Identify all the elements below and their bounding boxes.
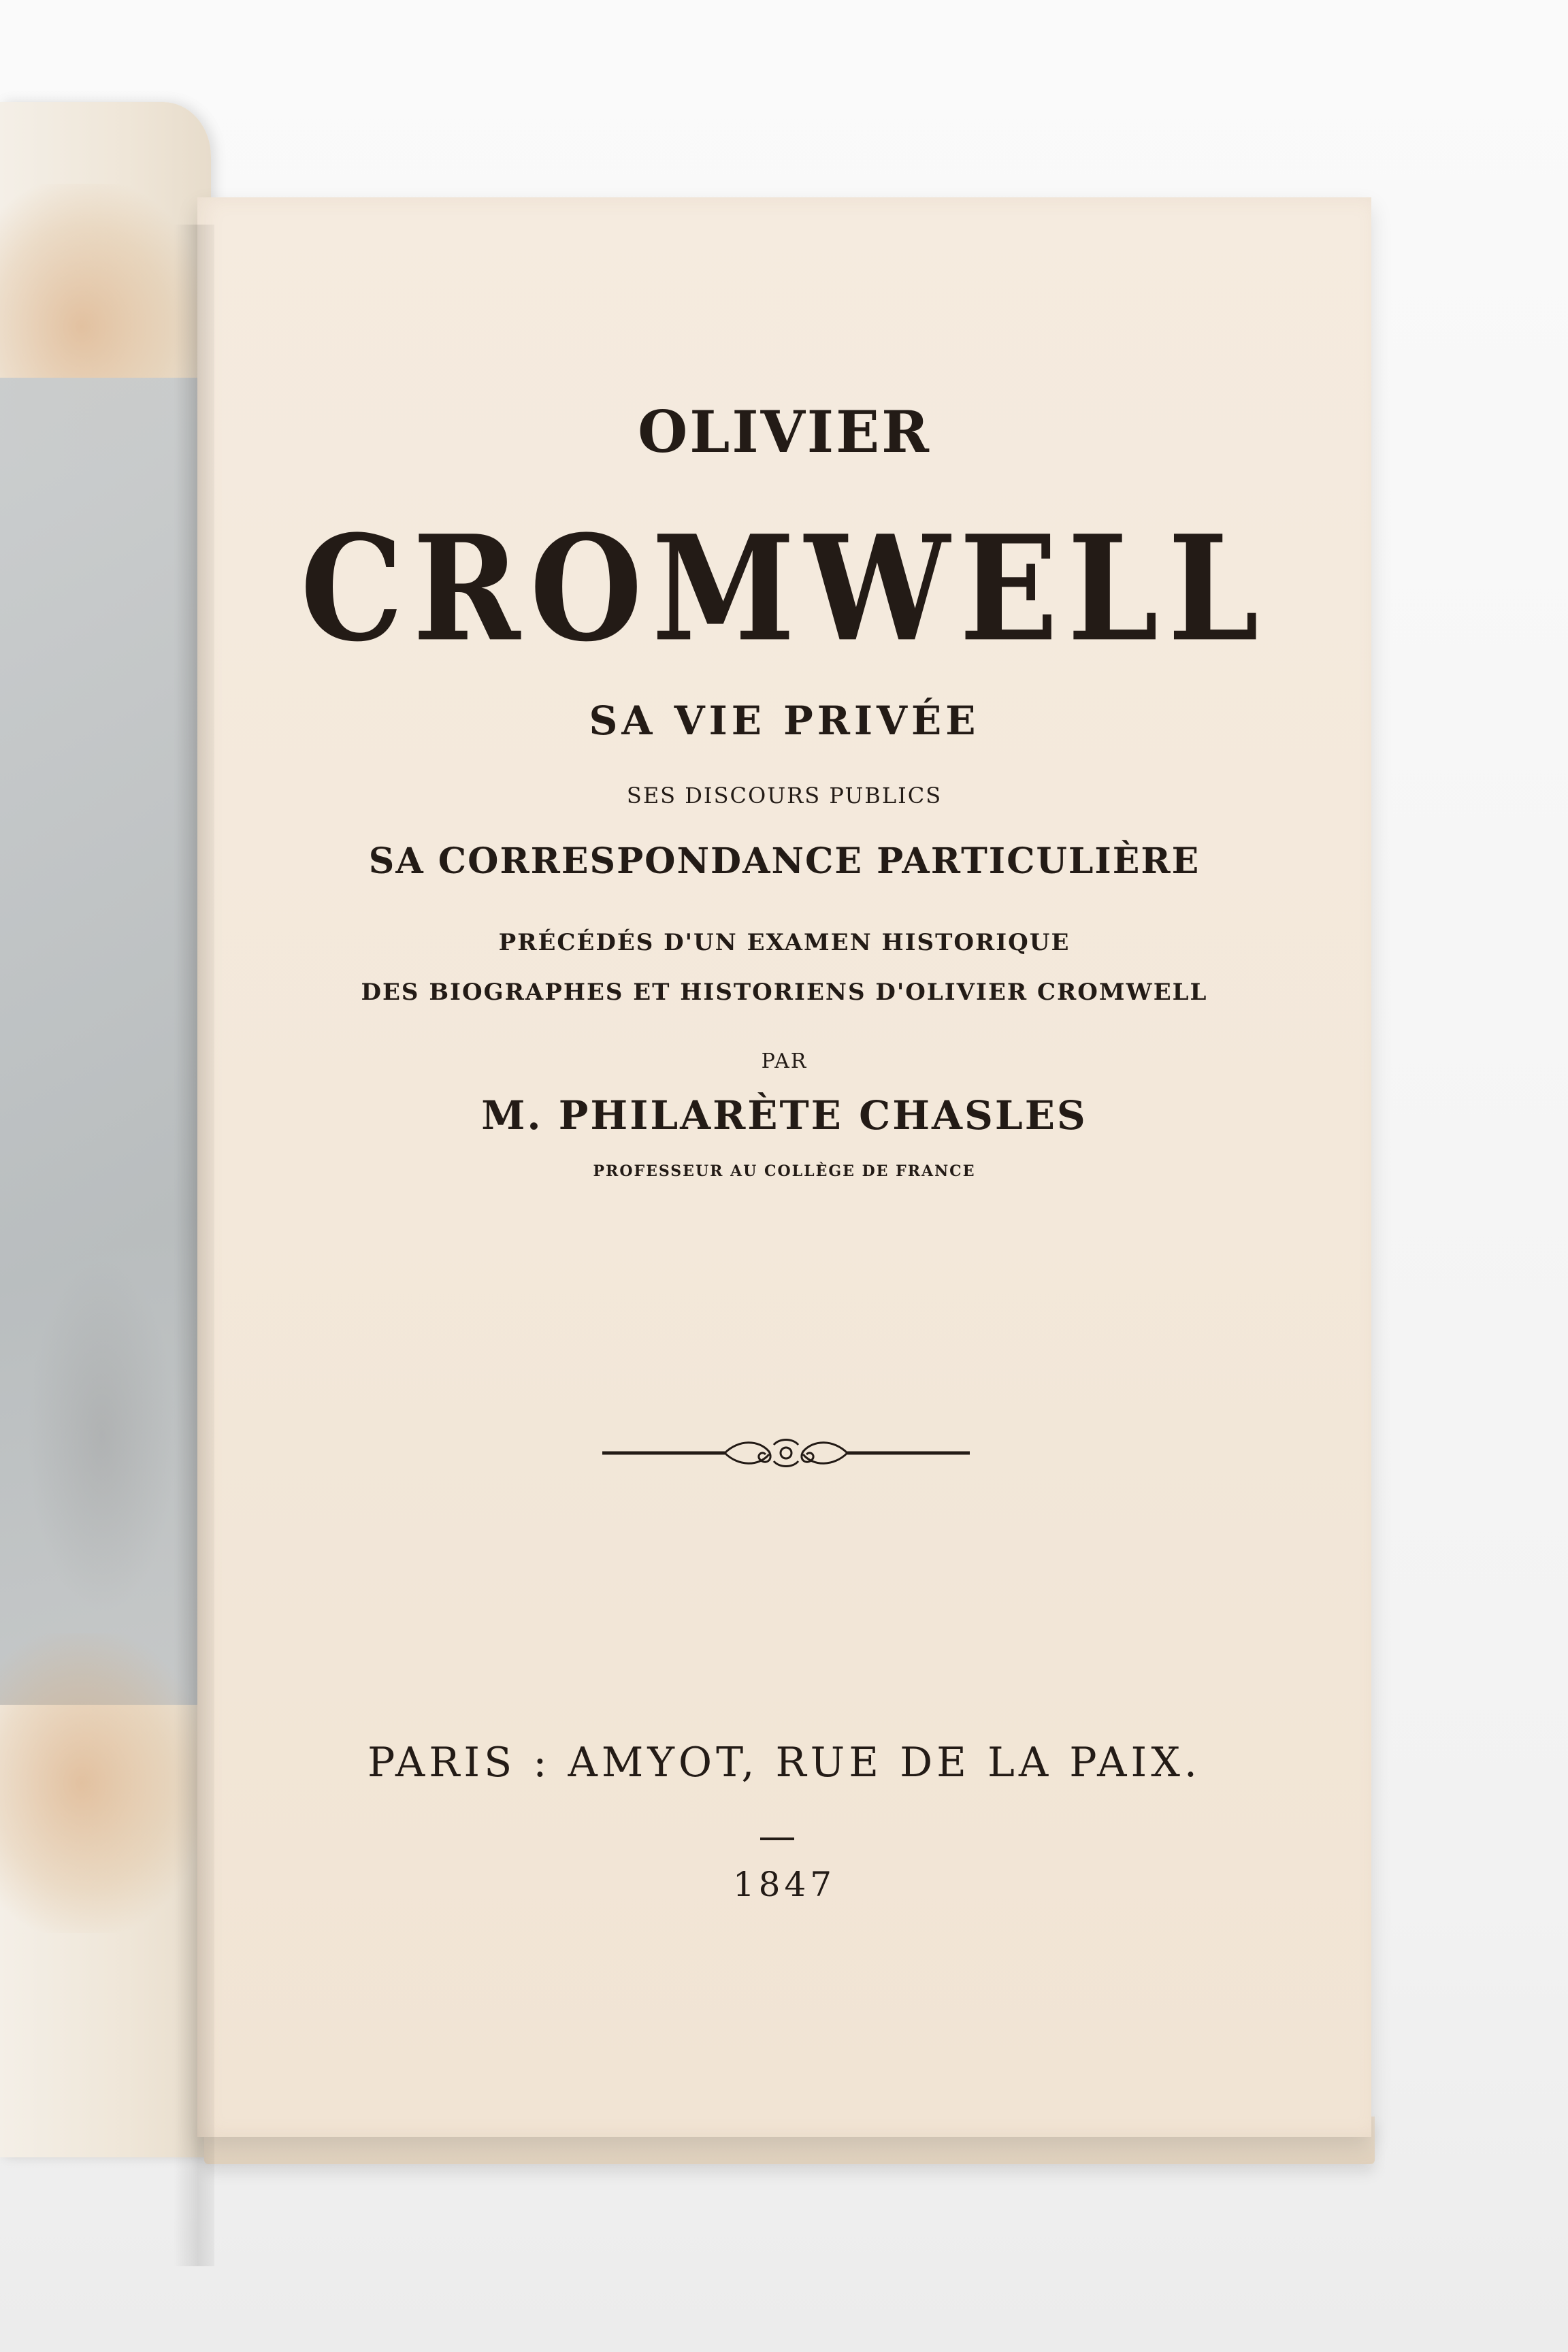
subtitle-speeches: SES DISCOURS PUBLICS: [626, 783, 943, 808]
book-gutter-shadow: [174, 225, 214, 2266]
title-surname: CROMWELL: [300, 504, 1269, 674]
publication-year: 1847: [732, 1865, 836, 1904]
subtitle-private-life: SA VIE PRIVÉE: [589, 698, 980, 744]
subtitle-biographers: DES BIOGRAPHES ET HISTORIENS D'OLIVIER CROMWELL: [361, 979, 1208, 1006]
subtitle-preceded: PRÉCÉDÉS D'UN EXAMEN HISTORIQUE: [498, 929, 1071, 956]
scroll-ornament-icon: [595, 1433, 977, 1473]
author-name: M. PHILARÈTE CHASLES: [481, 1092, 1088, 1139]
title-first-name: OLIVIER: [638, 398, 931, 466]
tissue-stain: [27, 1259, 177, 1613]
subtitle-correspondence: SA CORRESPONDANCE PARTICULIÈRE: [368, 840, 1200, 882]
imprint-line: PARIS : AMYOT, RUE DE LA PAIX.: [368, 1739, 1201, 1786]
imprint-rule: [760, 1838, 794, 1840]
title-page: [197, 197, 1371, 2137]
author-title: PROFESSEUR AU COLLÈGE DE FRANCE: [593, 1162, 976, 1180]
by-line: PAR: [761, 1049, 808, 1073]
